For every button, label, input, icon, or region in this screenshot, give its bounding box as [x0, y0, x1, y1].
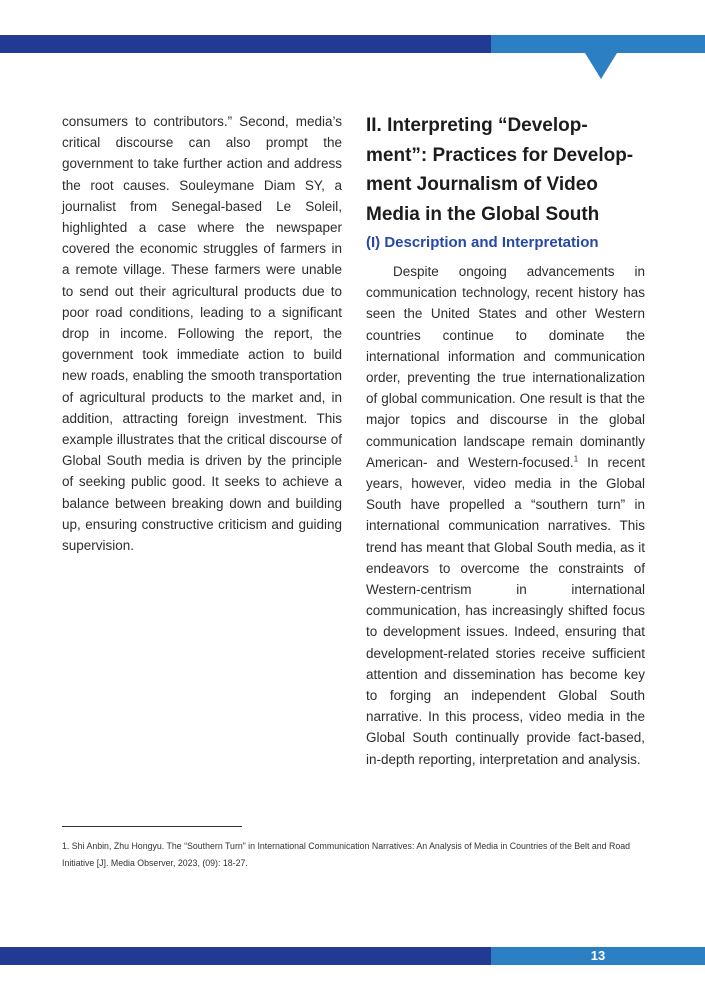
- sub-heading: (I) Description and Interpretation: [366, 234, 599, 251]
- right-column: [366, 111, 645, 770]
- section-heading: II. Interpreting “Develop- ment”: Practices for Develop- ment Journalism of Video Media in the Global South: [366, 115, 634, 225]
- left-column-paragraph: consumers to contributors.” Second, media’s critical discourse can also prompt the government to take further action and address the root causes. Souleymane Diam SY, a journalist from Senegal-based Le Soleil, highlighted a case where the newspaper covered the economic struggles of farmers in a remote village. These farmers were unable to send out their agricultural products due to poor road conditions, leading to a significant drop in income. Following the report, the government took immediate action to build new roads, enabling the smooth transportation of agricultural products to the market and, in addition, attracting foreign investment. This example illustrates that the critical discourse of Global South media is driven by the principle of seeking public good. It seeks to achieve a balance between breaking down and building up, ensuring constructive criticism and guiding supervision.: [62, 114, 342, 554]
- left-column: [62, 111, 342, 556]
- header-band-light: [491, 35, 705, 53]
- footer-band-dark: [0, 947, 491, 965]
- header-band: [0, 35, 705, 53]
- footnote-reference: 1: [573, 454, 579, 464]
- header-band-dark: [0, 35, 491, 53]
- page-number: 13: [590, 948, 606, 963]
- paragraph-text-part2: In recent years, however, video media in the Global South have propelled a “southern turn” in international communication narratives. This trend has meant that Global South media, as it endeavors to overcome the constraints of Western-centrism in international communication, has increasingly shifted focus to development issues. Indeed, ensuring that development-related stories receive sufficient attention and dissemination has become key to forging an independent Global South narrative. In this process, video media in the Global South continually provide fact-based, in-depth reporting, interpretation and analysis.: [366, 454, 646, 767]
- header-triangle-marker: [585, 53, 617, 79]
- footnote-divider: [62, 826, 242, 827]
- right-column-paragraph: [366, 261, 645, 770]
- paragraph-text-part1: Despite ongoing advancements in communication technology, recent history has seen the United States and other Western countries continue to dominate the international information and communication order, preventing the true internationalization of global communication. One result is that the major topics and discourse in the global communication landscape remain dominantly American- and Western-focused.: [366, 264, 645, 470]
- footnote: 1. Shi Anbin, Zhu Hongyu. The “Southern Turn” in International Communication Narratives: An Analysis of Media in Countries of the Belt and Road Initiative [J]. Media Observer, 2023, (09): 18-27.: [62, 841, 631, 868]
- footer-band: [0, 947, 705, 965]
